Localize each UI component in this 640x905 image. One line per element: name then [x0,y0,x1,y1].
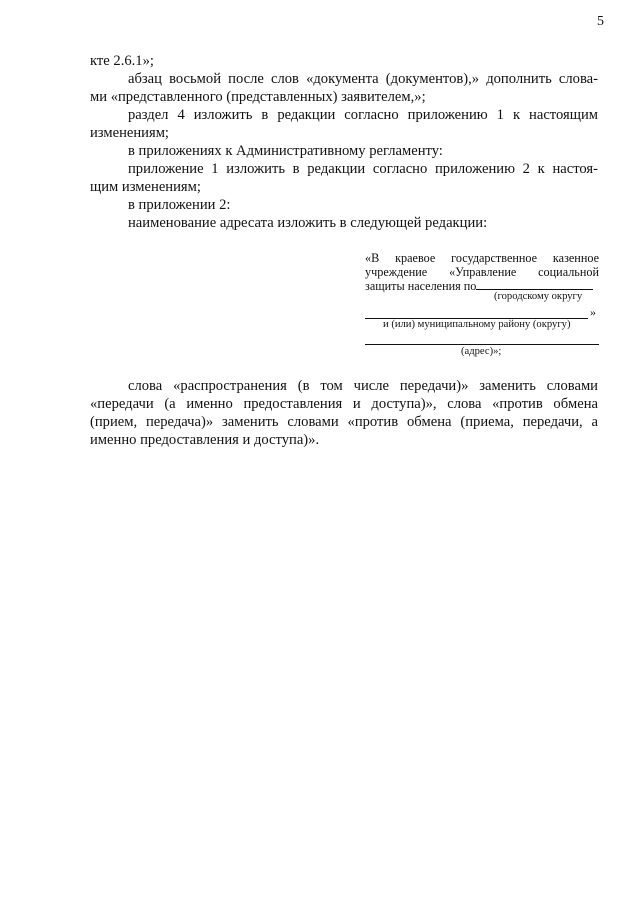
addressee-line-3-text: защиты населения по [365,279,477,293]
paragraph-line: приложение 1 изложить в редакции согласно приложению 2 к настоя- [128,161,598,177]
paragraph-line: наименование адресата изложить в следующей редакции: [128,215,488,231]
paragraph-line: в приложении 2: [128,197,231,213]
paragraph-slova-rasprostraneniya [90,377,598,449]
addressee-close-quote: » [590,305,596,319]
paragraph-line: раздел 4 изложить в редакции согласно приложению 1 к настоящим [128,107,598,123]
paragraph-line: изменениям; [90,125,169,141]
paragraph-naimenovanie [90,214,598,232]
paragraph-prilozheniya [90,142,598,160]
addressee-line-1: «В краевое государственное казенное [365,251,599,265]
paragraph-abzac-vosmoy [90,70,598,106]
addressee-caption-municipal-district: и (или) муниципальному району (округу) [383,319,571,330]
paragraph-item-2-6-1 [90,52,598,70]
paragraph-line: (прием, передача)» заменить словами «против обмена (приема, передачи, а [90,414,598,430]
addressee-caption-address: (адрес)»; [461,346,502,357]
paragraph-line: абзац восьмой после слов «документа (документов),» дополнить слова- [128,71,598,87]
paragraph-line: кте 2.6.1»; [90,53,154,69]
page-number: 5 [597,14,604,29]
paragraph-prilozhenie-2 [90,196,598,214]
fill-in-blank-line [365,344,599,345]
paragraph-line: «передачи (а именно предоставления и доступа)», слова «против обмена [90,396,598,412]
fill-in-blank-line [476,279,593,290]
addressee-caption-city-district: (городскому округу [494,291,583,302]
paragraph-prilozhenie-1 [90,160,598,196]
addressee-line-2: учреждение «Управление социальной [365,265,599,279]
paragraph-line: щим изменениям; [90,179,201,195]
paragraph-line: ми «представленного (представленных) заявителем,»; [90,89,426,105]
paragraph-line: именно предоставления и доступа)». [90,432,320,448]
addressee-block [365,251,599,293]
paragraph-line: слова «распространения (в том числе передачи)» заменить словами [128,378,598,394]
paragraph-line: в приложениях к Административному регламенту: [128,143,443,159]
paragraph-razdel-4 [90,106,598,142]
